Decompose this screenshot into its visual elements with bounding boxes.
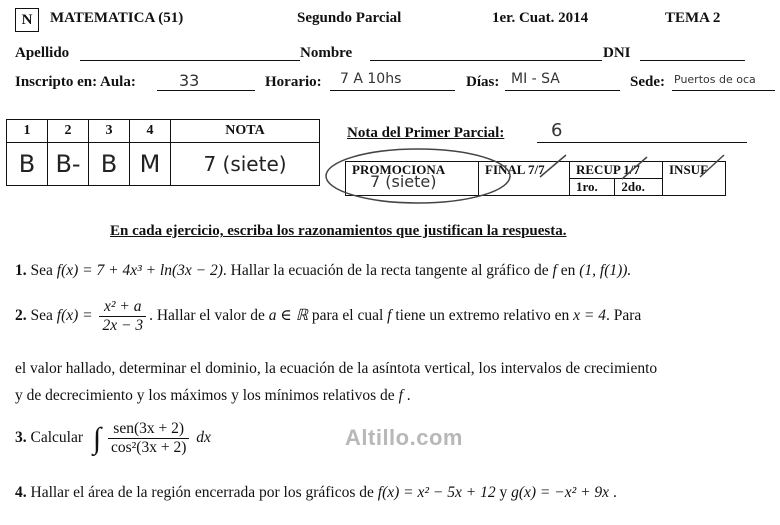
exercise-4	[15, 484, 617, 502]
term-label: 1er. Cuat. 2014	[492, 10, 589, 26]
aula-field[interactable]	[157, 73, 255, 91]
insuf-label: INSUF	[669, 162, 709, 177]
exam-title: Segundo Parcial	[297, 10, 402, 26]
promociona-label: PROMOCIONA	[352, 162, 446, 177]
grade-value-3: B	[89, 143, 130, 186]
subject-title: MATEMATICA (51)	[50, 10, 184, 26]
grade-value-nota: 7 (siete)	[171, 143, 320, 186]
exercise-4-g: g(x) = −x² + 9x	[511, 484, 610, 501]
grade-value-2: B-	[48, 143, 89, 186]
apellido-field[interactable]	[80, 44, 300, 61]
exercise-3-numerator: sen(3x + 2)	[108, 420, 189, 439]
sede-field[interactable]	[672, 73, 775, 91]
recup-2-label: 2do.	[615, 179, 663, 196]
exercise-1-text-b: . Hallar la ecuación de la recta tangente al gráfico de	[222, 262, 549, 279]
dias-field[interactable]	[505, 73, 620, 91]
recup-label: RECUP 1/7	[570, 162, 663, 179]
exercise-4-text-a: Hallar el área de la región encerrada por los gráficos de	[30, 484, 374, 501]
insuf-strike	[700, 155, 724, 177]
exercise-4-number: 4.	[15, 484, 27, 501]
exercise-3-text-a: Calcular	[30, 429, 84, 447]
grade-header-3: 3	[89, 120, 130, 143]
final-label: FINAL 7/7	[485, 162, 545, 177]
exercise-3-fraction	[108, 420, 189, 457]
watermark: Altillo.com	[345, 425, 463, 450]
exercise-1-text-c: en	[560, 262, 576, 279]
grade-header-nota: NOTA	[171, 120, 320, 143]
grade-value-1: B	[7, 143, 48, 186]
recup-strike	[622, 157, 647, 179]
topic-label: TEMA 2	[665, 10, 721, 26]
exercise-2-cond: a ∈ ℝ	[268, 307, 308, 325]
grade-header-4: 4	[130, 120, 171, 143]
dni-field[interactable]	[640, 44, 745, 61]
apellido-label: Apellido	[15, 45, 70, 61]
exercise-3-dx: dx	[196, 429, 211, 447]
exercise-2-numerator: x² + a	[99, 298, 146, 317]
exercise-1-f: f	[552, 262, 557, 279]
exercise-4-f: f(x) = x² − 5x + 12	[377, 484, 496, 501]
exercise-2-line-3-end: .	[406, 387, 411, 404]
exercise-2-text-c: para el cual	[311, 307, 384, 325]
first-partial-label: Nota del Primer Parcial:	[347, 125, 505, 141]
exercise-2-xval: x = 4	[573, 307, 606, 325]
inscripto-label: Inscripto en: Aula:	[15, 74, 136, 90]
exercise-1-point: (1, f(1)).	[579, 262, 632, 279]
dni-label: DNI	[603, 45, 631, 61]
exercise-1	[15, 262, 631, 280]
sede-value: Puertos de oca	[674, 73, 756, 86]
grades-table	[6, 119, 320, 186]
horario-value: 7 A 10hs	[340, 71, 402, 87]
exercise-2-text-a: Sea	[30, 307, 53, 325]
exercise-2-line-2: el valor hallado, determinar el dominio, la ecuación de la asíntota vertical, los intervalos de crecimiento	[15, 360, 658, 377]
sede-label: Sede:	[630, 74, 665, 90]
exercise-3	[15, 420, 211, 457]
exercise-2-line-3-text: y de decrecimiento y los máximos y los mínimos relativos de	[15, 387, 395, 404]
exercise-3-number: 3.	[15, 429, 27, 447]
first-partial-value: 6	[551, 120, 563, 141]
horario-label: Horario:	[265, 74, 322, 90]
exercise-2-text-e: . Para	[605, 307, 642, 325]
exercise-1-number: 1.	[15, 262, 27, 279]
horario-field[interactable]	[330, 73, 455, 91]
grade-header-1: 1	[7, 120, 48, 143]
dias-label: Días:	[466, 74, 500, 90]
exercise-2-text-d: tiene un extremo relativo en	[395, 307, 570, 325]
section-letter: N	[21, 12, 33, 28]
exercise-2-f: f	[387, 307, 392, 325]
status-handwritten: 7 (siete)	[370, 172, 437, 191]
section-letter-box	[15, 8, 39, 32]
exercise-3-denominator: cos²(3x + 2)	[110, 439, 187, 456]
instructions: En cada ejercicio, escriba los razonamientos que justifican la respuesta.	[110, 223, 567, 239]
nombre-field[interactable]	[370, 44, 602, 61]
grade-header-2: 2	[48, 120, 89, 143]
grade-value-4: M	[130, 143, 171, 186]
exercise-2-text-b: . Hallar el valor de	[149, 307, 265, 325]
exercise-2-line-3	[15, 387, 411, 405]
exercise-2	[15, 298, 641, 335]
exercise-3-integral-sign: ∫	[92, 421, 102, 455]
exercise-2-number: 2.	[15, 307, 27, 325]
aula-value: 33	[179, 71, 200, 90]
exercise-2-denominator: 2x − 3	[102, 317, 144, 334]
exercise-1-formula: f(x) = 7 + 4x³ + ln(3x − 2)	[56, 262, 223, 279]
final-strike	[540, 155, 566, 177]
first-partial-field	[537, 120, 747, 143]
dias-value: MI - SA	[511, 71, 560, 87]
exercise-2-lhs: f(x) =	[56, 307, 93, 325]
exercise-4-end: .	[612, 484, 617, 501]
nombre-label: Nombre	[300, 45, 353, 61]
recup-1-label: 1ro.	[570, 179, 615, 196]
exercise-4-y: y	[499, 484, 508, 501]
exercise-1-text-a: Sea	[30, 262, 53, 279]
exercise-2-line-3-f: f	[398, 387, 403, 404]
exercise-2-fraction	[99, 298, 146, 335]
